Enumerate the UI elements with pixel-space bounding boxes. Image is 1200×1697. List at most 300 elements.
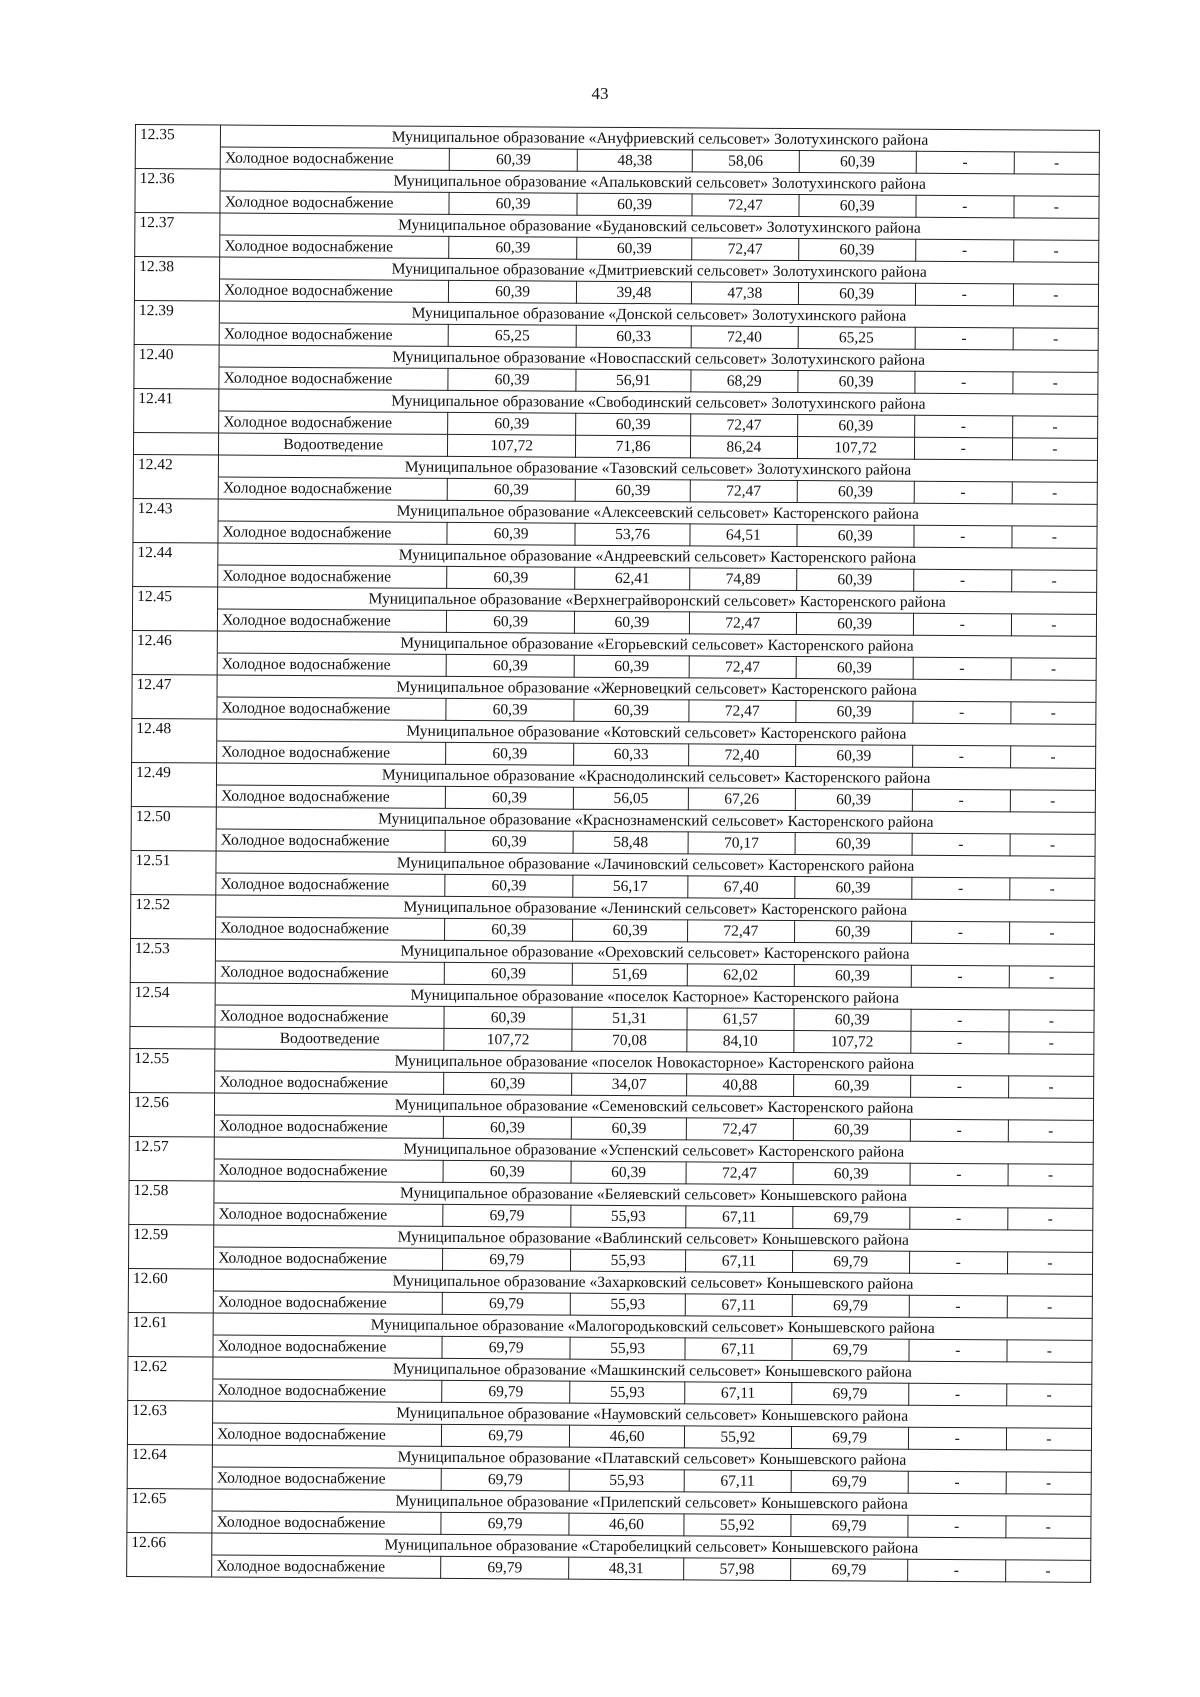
- tariff-value: 62,41: [575, 567, 690, 590]
- entity-title: Муниципальное образование «Дмитриевский сельсовет» Золотухинского района: [220, 257, 1099, 284]
- entry-number: 12.39: [134, 300, 219, 323]
- tariff-value: 72,47: [692, 194, 799, 217]
- entity-title: Муниципальное образование «Успенский сельсовет» Касторенского района: [214, 1137, 1093, 1164]
- entity-title: Муниципальное образование «Будановский сельсовет» Золотухинского района: [220, 213, 1099, 240]
- tariff-value: -: [1007, 1208, 1092, 1231]
- tariff-value: -: [1006, 1428, 1091, 1451]
- service-label: Холодное водоснабжение: [212, 1555, 441, 1578]
- tariff-value: 61,57: [687, 1008, 794, 1031]
- tariff-value: 72,47: [690, 480, 797, 503]
- tariff-value: 60,39: [799, 151, 916, 174]
- tariff-value: 67,11: [685, 1338, 792, 1361]
- tariff-value: 60,39: [797, 481, 914, 504]
- tariff-value: 60,39: [797, 371, 914, 394]
- tariff-value: 51,31: [572, 1007, 687, 1030]
- tariff-value: 60,39: [795, 833, 912, 856]
- tariff-value: 60,39: [444, 1116, 572, 1139]
- tariff-value: 72,47: [692, 238, 799, 261]
- tariff-value: 67,11: [684, 1470, 791, 1493]
- entry-number: 12.50: [131, 806, 216, 829]
- tariff-value: 60,39: [446, 786, 574, 809]
- tariff-value: -: [912, 745, 1010, 768]
- entity-title: Муниципальное образование «Краснознаменский сельсовет» Касторенского района: [216, 807, 1095, 834]
- tariff-value: -: [1013, 240, 1098, 263]
- service-label: Холодное водоснабжение: [218, 609, 447, 632]
- tariff-value: 60,39: [793, 1075, 910, 1098]
- entry-number: 12.41: [134, 388, 219, 411]
- tariff-value: -: [910, 1075, 1008, 1098]
- tariff-value: -: [1013, 372, 1098, 395]
- tariff-value: 46,60: [569, 1425, 684, 1448]
- tariff-value: 68,29: [691, 370, 798, 393]
- tariff-value: -: [1007, 1340, 1092, 1363]
- service-label: Холодное водоснабжение: [216, 917, 445, 940]
- entry-number-blank: [132, 652, 217, 675]
- entity-title: Муниципальное образование «Андреевский сельсовет» Касторенского района: [218, 543, 1097, 570]
- tariff-value: 60,39: [444, 1072, 572, 1095]
- tariff-value: -: [907, 1559, 1005, 1582]
- entity-title: Муниципальное образование «Ореховский сельсовет» Касторенского района: [216, 939, 1095, 966]
- entry-number-blank: [134, 322, 219, 345]
- tariff-value: 60,39: [796, 569, 913, 592]
- tariff-value: 64,51: [690, 524, 797, 547]
- service-label: Холодное водоснабжение: [220, 147, 449, 170]
- tariff-value: 69,79: [791, 1471, 908, 1494]
- entry-number-blank: [133, 564, 218, 587]
- service-label: Холодное водоснабжение: [214, 1247, 443, 1270]
- entry-number: 12.36: [135, 169, 220, 192]
- service-label: Холодное водоснабжение: [217, 697, 446, 720]
- tariff-value: 60,39: [446, 654, 574, 677]
- entry-number: 12.52: [131, 894, 216, 917]
- tariff-value: 69,79: [443, 1204, 571, 1227]
- entry-number-blank: [128, 1290, 213, 1313]
- tariff-value: -: [1012, 416, 1097, 439]
- entry-number: 12.37: [135, 213, 220, 236]
- tariff-value: -: [912, 789, 1010, 812]
- entry-number-blank: [132, 740, 217, 763]
- tariff-value: 60,39: [449, 236, 577, 259]
- entity-title: Муниципальное образование «Новоспасский сельсовет» Золотухинского района: [219, 345, 1098, 372]
- tariff-value: 69,79: [791, 1427, 908, 1450]
- service-label: Холодное водоснабжение: [213, 1335, 442, 1358]
- entity-title: Муниципальное образование «Беляевский сельсовет» Конышевского района: [214, 1181, 1093, 1208]
- service-label: Холодное водоснабжение: [219, 411, 448, 434]
- entity-title: Муниципальное образование «Жерновецкий сельсовет» Касторенского района: [217, 675, 1096, 702]
- tariff-value: 48,38: [577, 149, 692, 172]
- tariff-value: 46,60: [569, 1513, 684, 1536]
- entry-number-blank: [127, 1554, 212, 1577]
- entry-number-blank: [133, 520, 218, 543]
- entry-number-blank: [131, 872, 216, 895]
- tariff-value: 72,47: [686, 1118, 793, 1141]
- entry-number: 12.54: [130, 982, 215, 1005]
- tariff-value: 47,38: [691, 282, 798, 305]
- tariff-value: 60,39: [447, 522, 575, 545]
- tariff-value: -: [913, 569, 1011, 592]
- entry-number: 12.46: [132, 630, 217, 653]
- tariff-value: 60,39: [445, 830, 573, 853]
- tariff-value: 72,47: [689, 612, 796, 635]
- tariff-value: -: [1006, 1384, 1091, 1407]
- service-label: Холодное водоснабжение: [218, 477, 447, 500]
- tariff-value: 60,39: [796, 613, 913, 636]
- tariff-value: 60,39: [577, 193, 692, 216]
- tariff-value: -: [1010, 746, 1095, 769]
- entry-number-blank: [134, 366, 219, 389]
- tariff-value: 56,17: [573, 875, 688, 898]
- tariff-value: 72,40: [689, 744, 796, 767]
- service-label: Холодное водоснабжение: [216, 873, 445, 896]
- entry-number: 12.66: [127, 1532, 212, 1555]
- entity-title: Муниципальное образование «Апальковский сельсовет» Золотухинского района: [220, 169, 1099, 196]
- tariff-value: 60,39: [445, 918, 573, 941]
- tariff-value: 60,39: [795, 745, 912, 768]
- tariff-value: 107,72: [797, 437, 914, 460]
- tariff-value: -: [1009, 878, 1094, 901]
- service-label: Холодное водоснабжение: [212, 1511, 441, 1534]
- tariff-value: 67,11: [685, 1382, 792, 1405]
- tariff-value: 71,86: [576, 435, 691, 458]
- tariff-value: -: [909, 1339, 1007, 1362]
- service-label: Холодное водоснабжение: [218, 565, 447, 588]
- tariff-value: 34,07: [572, 1073, 687, 1096]
- tariff-value: 67,11: [686, 1206, 793, 1229]
- entity-title: Муниципальное образование «Тазовский сельсовет» Золотухинского района: [219, 455, 1098, 482]
- tariff-value: 51,69: [572, 963, 687, 986]
- entry-number: 12.63: [128, 1400, 213, 1423]
- service-label: Холодное водоснабжение: [215, 1071, 444, 1094]
- tariff-value: -: [1011, 614, 1096, 637]
- entity-title: Муниципальное образование «Лачиновский сельсовет» Касторенского района: [216, 851, 1095, 878]
- entity-title: Муниципальное образование «Ваблинский сельсовет» Конышевского района: [214, 1225, 1093, 1252]
- service-label: Холодное водоснабжение: [220, 235, 449, 258]
- entity-title: Муниципальное образование «Наумовский сельсовет» Конышевского района: [213, 1401, 1092, 1428]
- entity-title: Муниципальное образование «Ануфриевский сельсовет» Золотухинского района: [221, 125, 1100, 152]
- entry-number: 12.61: [128, 1312, 213, 1335]
- entry-number-blank: [130, 1004, 215, 1027]
- tariff-value: 60,39: [446, 742, 574, 765]
- tariff-value: -: [916, 151, 1014, 174]
- tariff-value: -: [1006, 1472, 1091, 1495]
- tariff-value: -: [1013, 284, 1098, 307]
- service-label: Холодное водоснабжение: [215, 961, 444, 984]
- tariff-value: -: [908, 1427, 1006, 1450]
- entry-number-blank: [135, 235, 220, 258]
- tariff-value: 69,79: [442, 1292, 570, 1315]
- tariff-value: -: [912, 877, 1010, 900]
- tariff-value: -: [914, 481, 1012, 504]
- tariff-value: 69,79: [442, 1424, 570, 1447]
- entry-number-blank: [129, 1114, 214, 1137]
- entry-number: 12.60: [128, 1268, 213, 1291]
- entry-number-blank: [128, 1378, 213, 1401]
- service-label: Холодное водоснабжение: [217, 741, 446, 764]
- entity-title: Муниципальное образование «Семеновский сельсовет» Касторенского района: [215, 1093, 1094, 1120]
- entry-number: 12.35: [135, 125, 220, 148]
- entry-number-blank: [133, 476, 218, 499]
- tariff-value: 60,39: [571, 1117, 686, 1140]
- tariff-value: -: [1014, 152, 1099, 175]
- tariff-value: 60,39: [794, 1009, 911, 1032]
- tariff-value: 60,39: [447, 610, 575, 633]
- tariff-value: 69,79: [441, 1556, 569, 1579]
- entry-number-blank: [135, 191, 220, 214]
- tariff-value: -: [915, 239, 1013, 262]
- entry-number-blank: [130, 1070, 215, 1093]
- tariff-value: 60,39: [573, 919, 688, 942]
- tariff-value: -: [908, 1383, 1006, 1406]
- service-label: Холодное водоснабжение: [220, 279, 449, 302]
- tariff-value: 60,39: [798, 239, 915, 262]
- entry-number-blank: [129, 1158, 214, 1181]
- tariff-value: -: [1012, 482, 1097, 505]
- entity-title: Муниципальное образование «Старобелицкий сельсовет» Конышевского района: [212, 1533, 1091, 1560]
- service-label: Холодное водоснабжение: [220, 191, 449, 214]
- tariff-value: 60,39: [448, 368, 576, 391]
- entry-number: 12.57: [129, 1136, 214, 1159]
- tariff-value: -: [1007, 1296, 1092, 1319]
- tariff-value: -: [915, 327, 1013, 350]
- tariff-value: 86,24: [691, 436, 798, 459]
- tariff-value: 60,39: [444, 1006, 572, 1029]
- tariff-value: 40,88: [687, 1074, 794, 1097]
- entity-title: Муниципальное образование «поселок Касторное» Касторенского района: [215, 983, 1094, 1010]
- tariff-value: -: [913, 701, 1011, 724]
- entity-title: Муниципальное образование «Ленинский сельсовет» Касторенского района: [216, 895, 1095, 922]
- tariff-value: 60,33: [574, 743, 689, 766]
- tariff-value: 84,10: [687, 1030, 794, 1053]
- tariff-value: 69,79: [792, 1251, 909, 1274]
- tariff-value: 60,39: [796, 657, 913, 680]
- tariff-value: 56,05: [573, 787, 688, 810]
- entity-title: Муниципальное образование «поселок Новокасторное» Касторенского района: [215, 1049, 1094, 1076]
- tariff-value: -: [1008, 1120, 1093, 1143]
- tariff-value: -: [914, 415, 1012, 438]
- entry-number: 12.42: [133, 454, 218, 477]
- tariff-value: 62,02: [687, 964, 794, 987]
- tariff-value: 60,39: [449, 192, 577, 215]
- tariff-value: 65,25: [798, 327, 915, 350]
- tariff-value: -: [915, 371, 1013, 394]
- tariff-value: 58,48: [573, 831, 688, 854]
- tariff-value: 67,11: [685, 1294, 792, 1317]
- tariff-value: 60,39: [794, 921, 911, 944]
- tariff-table-body: [127, 125, 1100, 1583]
- tariff-value: 72,47: [689, 656, 796, 679]
- tariff-value: 55,93: [570, 1337, 685, 1360]
- tariff-value: 55,93: [571, 1205, 686, 1228]
- tariff-value: -: [911, 1031, 1009, 1054]
- entry-number: 12.47: [132, 674, 217, 697]
- tariff-value: 72,47: [691, 414, 798, 437]
- tariff-value: 39,48: [576, 281, 691, 304]
- entry-number: 12.43: [133, 498, 218, 521]
- service-label: Холодное водоснабжение: [217, 653, 446, 676]
- entry-number-blank: [131, 784, 216, 807]
- service-label: Холодное водоснабжение: [215, 1115, 444, 1138]
- tariff-value: 60,39: [798, 283, 915, 306]
- tariff-value: 65,25: [448, 324, 576, 347]
- tariff-value: 70,08: [572, 1029, 687, 1052]
- tariff-value: -: [913, 657, 1011, 680]
- tariff-value: 69,79: [442, 1380, 570, 1403]
- entity-title: Муниципальное образование «Котовский сельсовет» Касторенского района: [217, 719, 1096, 746]
- entry-number-blank: [132, 608, 217, 631]
- tariff-value: 69,79: [792, 1207, 909, 1230]
- entry-number-blank: [133, 432, 218, 455]
- entry-number-blank: [132, 696, 217, 719]
- tariff-value: 60,33: [576, 325, 691, 348]
- tariff-value: 67,26: [688, 788, 795, 811]
- tariff-value: -: [1011, 570, 1096, 593]
- entry-number: 12.65: [127, 1488, 212, 1511]
- entry-number-blank: [127, 1510, 212, 1533]
- entry-number-blank: [129, 1202, 214, 1225]
- tariff-value: 55,93: [569, 1469, 684, 1492]
- tariff-value: -: [1011, 658, 1096, 681]
- entry-number-blank: [131, 916, 216, 939]
- tariff-value: 60,39: [447, 566, 575, 589]
- tariff-value: -: [911, 965, 1009, 988]
- tariff-value: 69,79: [790, 1515, 907, 1538]
- service-label: Холодное водоснабжение: [213, 1379, 442, 1402]
- tariff-value: -: [1008, 1164, 1093, 1187]
- entry-number-blank: [130, 960, 215, 983]
- tariff-value: 55,92: [684, 1426, 791, 1449]
- entry-number: 12.48: [132, 718, 217, 741]
- tariff-value: 60,39: [575, 479, 690, 502]
- tariff-value: -: [1012, 526, 1097, 549]
- service-label: Холодное водоснабжение: [214, 1159, 443, 1182]
- tariff-value: 69,79: [443, 1248, 571, 1271]
- tariff-value: -: [914, 525, 1012, 548]
- entry-number-blank: [134, 410, 219, 433]
- entry-number: 12.59: [129, 1224, 214, 1247]
- entry-number: 12.40: [134, 344, 219, 367]
- tariff-value: 60,39: [571, 1161, 686, 1184]
- tariff-value: -: [1009, 966, 1094, 989]
- tariff-value: 58,06: [692, 150, 799, 173]
- tariff-value: 60,39: [793, 1119, 910, 1142]
- tariff-value: 60,39: [574, 699, 689, 722]
- tariff-value: 55,92: [684, 1514, 791, 1537]
- entity-title: Муниципальное образование «Платавский сельсовет» Конышевского района: [213, 1445, 1092, 1472]
- entity-title: Муниципальное образование «Алексеевский сельсовет» Касторенского района: [218, 499, 1097, 526]
- tariff-value: 67,11: [686, 1250, 793, 1273]
- tariff-value: -: [909, 1295, 1007, 1318]
- tariff-value: 60,39: [793, 1163, 910, 1186]
- tariff-value: 60,39: [574, 655, 689, 678]
- tariff-value: -: [908, 1471, 1006, 1494]
- entity-title: Муниципальное образование «Свободинский сельсовет» Золотухинского района: [219, 389, 1098, 416]
- tariff-value: 60,39: [449, 148, 577, 171]
- entry-number-blank: [127, 1422, 212, 1445]
- tariff-value: 72,47: [689, 700, 796, 723]
- tariff-value: 60,39: [444, 962, 572, 985]
- tariff-value: -: [910, 1163, 1008, 1186]
- tariff-value: 55,93: [571, 1249, 686, 1272]
- tariff-value: 60,39: [577, 237, 692, 260]
- entry-number: 12.58: [129, 1180, 214, 1203]
- entry-number: 12.62: [128, 1356, 213, 1379]
- entry-number-blank: [130, 1026, 215, 1049]
- entry-number: 12.38: [135, 257, 220, 280]
- tariff-value: 60,39: [795, 789, 912, 812]
- page-number: 43: [591, 84, 609, 103]
- tariff-value: -: [1008, 1076, 1093, 1099]
- service-label: Холодное водоснабжение: [219, 367, 448, 390]
- tariff-value: 69,79: [792, 1295, 909, 1318]
- tariff-value: 55,93: [570, 1381, 685, 1404]
- entry-number-blank: [127, 1466, 212, 1489]
- entity-title: Муниципальное образование «Донской сельсовет» Золотухинского района: [219, 301, 1098, 328]
- entity-title: Муниципальное образование «Малогородьковский сельсовет» Конышевского района: [213, 1313, 1092, 1340]
- tariff-value: 60,39: [794, 965, 911, 988]
- tariff-value: -: [916, 195, 1014, 218]
- entry-number: 12.45: [133, 586, 218, 609]
- entry-number-blank: [131, 828, 216, 851]
- tariff-value: 60,39: [797, 525, 914, 548]
- tariff-value: 69,79: [792, 1339, 909, 1362]
- tariff-value: 74,89: [690, 568, 797, 591]
- tariff-value: -: [914, 437, 1012, 460]
- entry-number: 12.53: [130, 938, 215, 961]
- tariff-value: -: [910, 1119, 1008, 1142]
- tariff-value: -: [1010, 790, 1095, 813]
- tariff-value: 107,72: [448, 434, 576, 457]
- tariff-row: [127, 1554, 1091, 1582]
- tariff-value: 60,39: [446, 698, 574, 721]
- service-label: Холодное водоснабжение: [217, 785, 446, 808]
- tariff-value: -: [1006, 1516, 1091, 1539]
- tariff-value: -: [913, 613, 1011, 636]
- tariff-value: 60,39: [445, 874, 573, 897]
- tariff-value: -: [1007, 1252, 1092, 1275]
- tariff-value: -: [908, 1515, 1006, 1538]
- tariff-value: -: [1013, 328, 1098, 351]
- entry-number: 12.51: [131, 850, 216, 873]
- tariff-value: 67,40: [688, 876, 795, 899]
- service-label: Холодное водоснабжение: [213, 1423, 442, 1446]
- entity-title: Муниципальное образование «Прилепский сельсовет» Конышевского района: [212, 1489, 1091, 1516]
- entry-number: 12.55: [130, 1048, 215, 1071]
- entry-number-blank: [135, 147, 220, 170]
- service-label: Холодное водоснабжение: [213, 1291, 442, 1314]
- service-label: Холодное водоснабжение: [215, 1005, 444, 1028]
- tariff-value: 55,93: [570, 1293, 685, 1316]
- tariff-value: 72,47: [688, 920, 795, 943]
- tariff-value: -: [1011, 702, 1096, 725]
- entity-title: Муниципальное образование «Машкинский сельсовет» Конышевского района: [213, 1357, 1092, 1384]
- tariff-value: 48,31: [569, 1557, 684, 1580]
- tariff-value: 56,91: [576, 369, 691, 392]
- entity-title: Муниципальное образование «Верхнеграйворонский сельсовет» Касторенского района: [218, 587, 1097, 614]
- tariff-value: 72,40: [691, 326, 798, 349]
- entry-number-blank: [128, 1334, 213, 1357]
- tariff-value: 60,39: [447, 478, 575, 501]
- tariff-value: -: [911, 1009, 1009, 1032]
- tariff-value: 60,39: [574, 611, 689, 634]
- service-label: Водоотведение: [219, 433, 448, 456]
- tariff-value: 53,76: [575, 523, 690, 546]
- tariff-value: -: [909, 1251, 1007, 1274]
- tariff-value: 107,72: [793, 1031, 910, 1054]
- tariff-value: -: [912, 833, 1010, 856]
- service-label: Холодное водоснабжение: [214, 1203, 443, 1226]
- entry-number-blank: [129, 1246, 214, 1269]
- tariff-value: -: [1012, 438, 1097, 461]
